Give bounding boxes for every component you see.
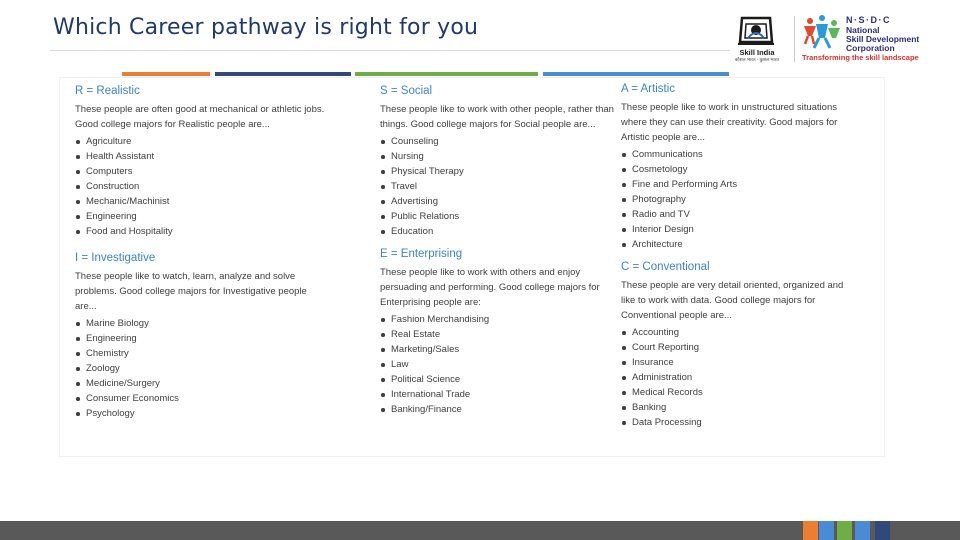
list-item: Court Reporting bbox=[621, 340, 856, 355]
list-item: Agriculture bbox=[75, 134, 325, 149]
list-item: Communications bbox=[621, 147, 856, 162]
section-investigative bbox=[75, 251, 325, 421]
list-item: Photography bbox=[621, 192, 856, 207]
nsdc-acronym: N·S·D·C bbox=[846, 15, 891, 25]
list-item: Computers bbox=[75, 164, 325, 179]
heading-artistic: A = Artistic bbox=[621, 83, 676, 95]
list-item: Banking/Finance bbox=[380, 402, 615, 417]
list-item: Real Estate bbox=[380, 327, 615, 342]
list-item: Chemistry bbox=[75, 346, 325, 361]
column-right bbox=[621, 82, 856, 430]
list-item: Medicine/Surgery bbox=[75, 376, 325, 391]
list-item: Insurance bbox=[621, 355, 856, 370]
list-item: Public Relations bbox=[380, 209, 615, 224]
heading-enterprising: E = Enterprising bbox=[380, 248, 463, 260]
footer-square-blue-2 bbox=[855, 521, 870, 540]
logo-divider bbox=[794, 16, 795, 62]
title-divider bbox=[50, 50, 730, 51]
heading-conventional: C = Conventional bbox=[621, 261, 710, 273]
tab-accent-blue bbox=[543, 72, 729, 76]
list-item: Food and Hospitality bbox=[75, 224, 325, 239]
skill-india-name: Skill India bbox=[739, 48, 775, 57]
list-realistic bbox=[75, 134, 325, 239]
desc-artistic: These people like to work in unstructured situations where they can use their creativity. Good majors for Artistic people are... bbox=[621, 102, 838, 143]
footer-square-navy bbox=[875, 521, 890, 540]
list-item: Physical Therapy bbox=[380, 164, 615, 179]
list-item: Architecture bbox=[621, 237, 856, 252]
footer-square-blue bbox=[819, 521, 834, 540]
skill-india-tagline: कौशल भारत - कुशल भारत bbox=[734, 57, 780, 62]
slide-title: Which Career pathway is right for you bbox=[53, 15, 479, 40]
heading-social: S = Social bbox=[380, 85, 433, 97]
list-artistic bbox=[621, 147, 856, 252]
tab-accent-orange bbox=[122, 72, 210, 76]
desc-enterprising: These people like to work with others and enjoy persuading and performing. Good college majors for Enterprising people are: bbox=[380, 267, 600, 308]
desc-conventional: These people are very detail oriented, organized and like to work with data. Good college majors for Conventional people are... bbox=[621, 280, 844, 321]
tab-accent-green bbox=[355, 72, 538, 76]
nsdc-tagline: Transforming the skill landscape bbox=[802, 53, 919, 62]
list-item: Banking bbox=[621, 400, 856, 415]
list-item: Medical Records bbox=[621, 385, 856, 400]
list-investigative bbox=[75, 316, 325, 421]
list-item: Psychology bbox=[75, 406, 325, 421]
desc-realistic: These people are often good at mechanical or athletic jobs. Good college majors for Realistic people are... bbox=[75, 104, 325, 130]
list-item: Interior Design bbox=[621, 222, 856, 237]
heading-realistic: R = Realistic bbox=[75, 85, 140, 97]
list-item: Accounting bbox=[621, 325, 856, 340]
section-artistic bbox=[621, 82, 856, 252]
list-item: Zoology bbox=[75, 361, 325, 376]
column-middle bbox=[380, 84, 615, 417]
desc-social: These people like to work with other people, rather than things. Good college majors for Social people are... bbox=[380, 104, 614, 130]
list-item: Nursing bbox=[380, 149, 615, 164]
list-item: Administration bbox=[621, 370, 856, 385]
footer-square-green bbox=[837, 521, 852, 540]
list-item: International Trade bbox=[380, 387, 615, 402]
nsdc-logo bbox=[800, 14, 940, 66]
career-types-panel bbox=[60, 78, 884, 456]
list-item: Mechanic/Machinist bbox=[75, 194, 325, 209]
desc-investigative: These people like to watch, learn, analyze and solve problems. Good college majors for Investigative people are... bbox=[75, 271, 307, 312]
skill-india-emblem-icon bbox=[728, 14, 784, 48]
list-item: Data Processing bbox=[621, 415, 856, 430]
skill-india-logo bbox=[728, 14, 784, 66]
section-enterprising bbox=[380, 247, 615, 417]
nsdc-name-line3: Corporation bbox=[846, 43, 895, 53]
list-item: Engineering bbox=[75, 209, 325, 224]
list-conventional bbox=[621, 325, 856, 430]
nsdc-people-icon bbox=[800, 14, 844, 50]
nsdc-name-line2: Skill Development bbox=[846, 34, 920, 44]
list-item: Marine Biology bbox=[75, 316, 325, 331]
section-social bbox=[380, 84, 615, 239]
list-item: Travel bbox=[380, 179, 615, 194]
list-item: Construction bbox=[75, 179, 325, 194]
list-item: Counseling bbox=[380, 134, 615, 149]
list-item: Advertising bbox=[380, 194, 615, 209]
column-left bbox=[75, 84, 325, 421]
list-item: Consumer Economics bbox=[75, 391, 325, 406]
list-item: Engineering bbox=[75, 331, 325, 346]
list-enterprising bbox=[380, 312, 615, 417]
list-item: Marketing/Sales bbox=[380, 342, 615, 357]
list-item: Health Assistant bbox=[75, 149, 325, 164]
list-item: Political Science bbox=[380, 372, 615, 387]
footer-square-orange bbox=[803, 521, 818, 540]
list-item: Fine and Performing Arts bbox=[621, 177, 856, 192]
heading-investigative: I = Investigative bbox=[75, 252, 156, 264]
list-item: Law bbox=[380, 357, 615, 372]
tab-accent-navy bbox=[215, 72, 351, 76]
list-item: Cosmetology bbox=[621, 162, 856, 177]
list-item: Fashion Merchandising bbox=[380, 312, 615, 327]
list-social bbox=[380, 134, 615, 239]
nsdc-name-line1: National bbox=[846, 25, 880, 35]
section-realistic bbox=[75, 84, 325, 239]
list-item: Education bbox=[380, 224, 615, 239]
section-conventional bbox=[621, 260, 856, 430]
list-item: Radio and TV bbox=[621, 207, 856, 222]
